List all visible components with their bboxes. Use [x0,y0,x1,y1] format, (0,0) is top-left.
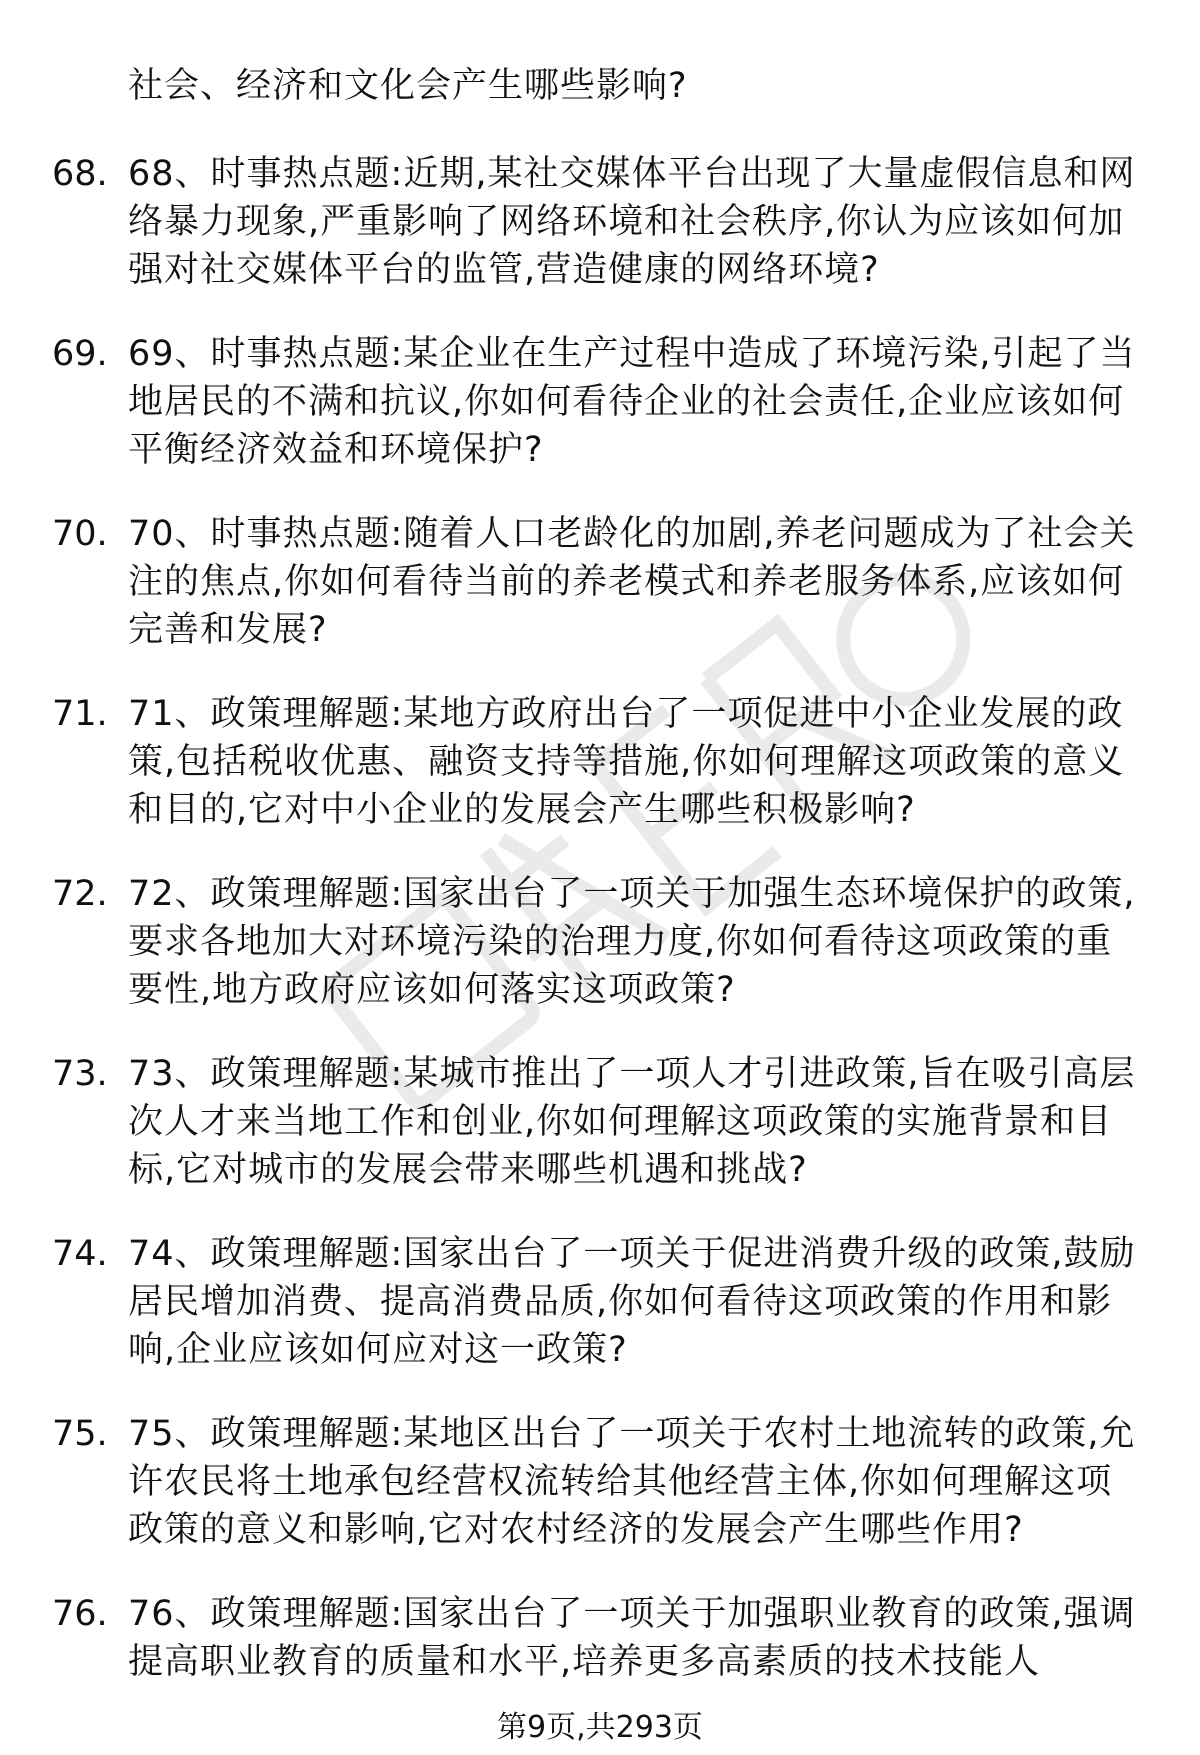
item-text: 70、时事热点题:随着人口老龄化的加剧,养老问题成为了社会关注的焦点,你如何看待当前的养老模式和养老服务体系,应该如何完善和发展? [128,514,1136,650]
item-number: 73. [52,1054,108,1094]
list-item [0,1410,1138,1554]
list-item [0,1230,1138,1374]
list-item [0,1050,1138,1194]
item-text: 68、时事热点题:近期,某社交媒体平台出现了大量虚假信息和网络暴力现象,严重影响了网络环境和社会秩序,你认为应该如何加强对社交媒体平台的监管,营造健康的网络环境? [128,154,1136,290]
item-number: 72. [52,874,108,914]
list-item [0,510,1138,654]
item-text: 72、政策理解题:国家出台了一项关于加强生态环境保护的政策,要求各地加大对环境污染的治理力度,你如何看待这项政策的重要性,地方政府应该如何落实这项政策? [128,874,1136,1010]
item-number: 74. [52,1234,108,1274]
item-text: 75、政策理解题:某地区出台了一项关于农村土地流转的政策,允许农民将土地承包经营权流转给其他经营主体,你如何理解这项政策的意义和影响,它对农村经济的发展会产生哪些作用? [128,1414,1136,1550]
list-item [0,1590,1138,1686]
list-item [0,150,1138,294]
item-number: 75. [52,1414,108,1454]
item-text: 73、政策理解题:某城市推出了一项人才引进政策,旨在吸引高层次人才来当地工作和创业,你如何理解这项政策的实施背景和目标,它对城市的发展会带来哪些机遇和挑战? [128,1054,1136,1190]
item-text: 74、政策理解题:国家出台了一项关于促进消费升级的政策,鼓励居民增加消费、提高消费品质,你如何看待这项政策的作用和影响,企业应该如何应对这一政策? [128,1234,1136,1370]
item-number: 69. [52,334,108,374]
list-item [0,870,1138,1014]
item-number: 76. [52,1594,108,1634]
list-item [0,690,1138,834]
list-item [0,330,1138,474]
question-list [0,150,1200,1722]
item-text: 69、时事热点题:某企业在生产过程中造成了环境污染,引起了当地居民的不满和抗议,你如何看待企业的社会责任,企业应该如何平衡经济效益和环境保护? [128,334,1136,470]
item-number: 71. [52,694,108,734]
continuation-text: 社会、经济和文化会产生哪些影响? [128,66,688,106]
page-footer: 第9页,共293页 [497,1710,703,1745]
item-text: 71、政策理解题:某地方政府出台了一项促进中小企业发展的政策,包括税收优惠、融资支持等措施,你如何理解这项政策的意义和目的,它对中小企业的发展会产生哪些积极影响? [128,694,1125,830]
item-text: 76、政策理解题:国家出台了一项关于加强职业教育的政策,强调提高职业教育的质量和水平,培养更多高素质的技术技能人 [128,1594,1136,1682]
item-number: 68. [52,154,108,194]
item-number: 70. [52,514,108,554]
